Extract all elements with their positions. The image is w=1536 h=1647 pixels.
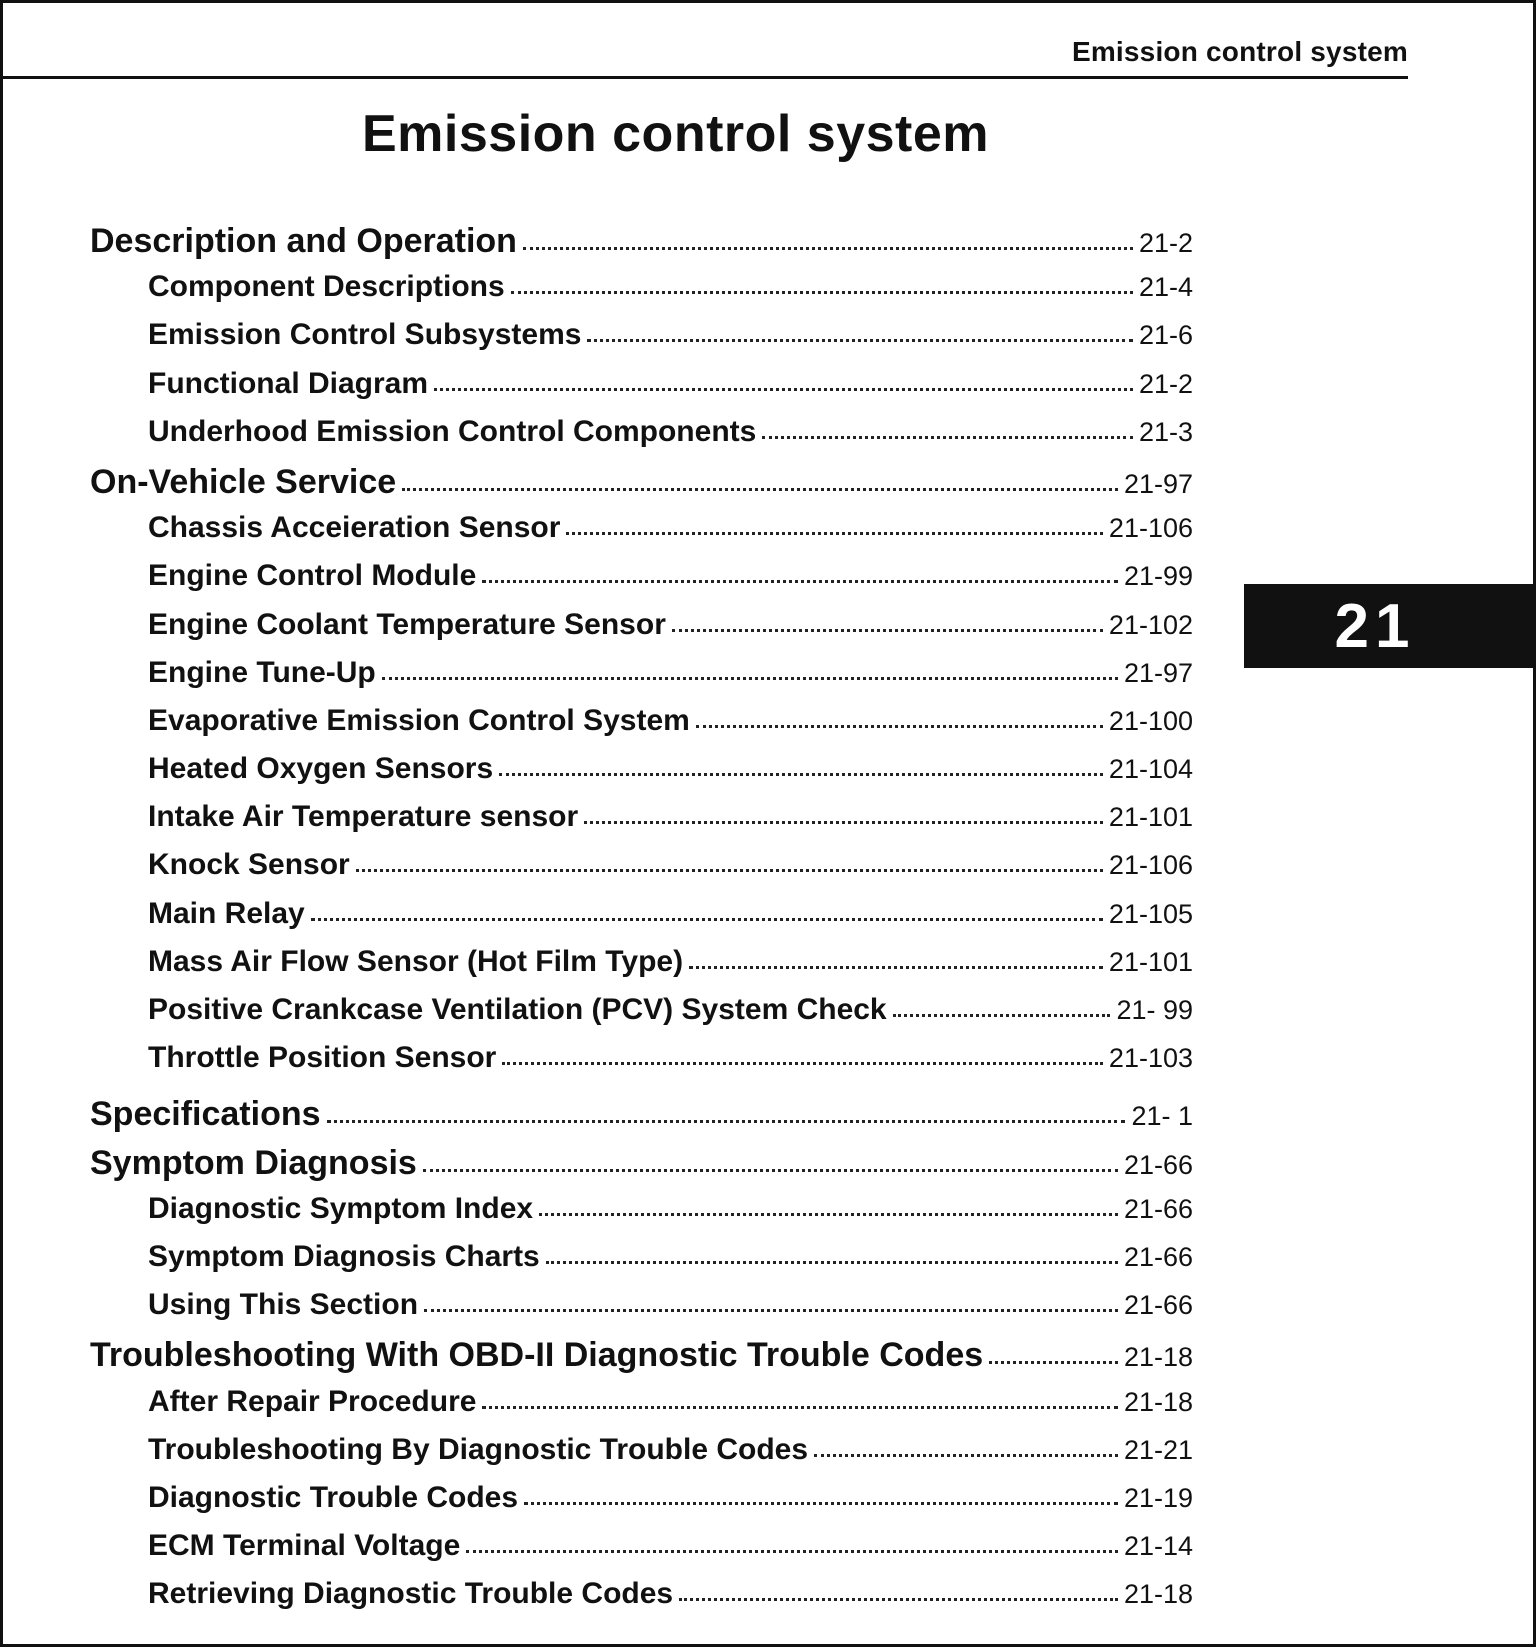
- toc-entry-page: 21-102: [1108, 609, 1193, 640]
- header-rule: [3, 76, 1408, 79]
- page-title: Emission control system: [362, 105, 990, 163]
- toc-entry[interactable]: [90, 318, 1193, 366]
- dot-leader: [482, 580, 1118, 583]
- toc-entry-title: On-Vehicle Service: [90, 462, 397, 501]
- dot-leader: [327, 1120, 1126, 1123]
- toc-entry[interactable]: [90, 1385, 1193, 1433]
- toc-entry-title: Engine Coolant Temperature Sensor: [148, 607, 666, 641]
- toc-entry[interactable]: [90, 367, 1193, 415]
- toc-entry[interactable]: [90, 848, 1193, 896]
- dot-leader: [356, 869, 1103, 872]
- toc-entry[interactable]: [90, 1433, 1193, 1481]
- toc-entry-title: Positive Crankcase Ventilation (PCV) System Check: [148, 993, 887, 1026]
- dot-leader: [466, 1550, 1118, 1553]
- dot-leader: [524, 1502, 1118, 1505]
- toc-entry-title: Underhood Emission Control Components: [148, 414, 757, 448]
- toc-entry-page: 21-3: [1138, 416, 1193, 447]
- toc-entry-page: 21-14: [1123, 1531, 1193, 1562]
- toc-entry-title: Heated Oxygen Sensors: [148, 752, 494, 786]
- toc-entry[interactable]: [90, 1577, 1193, 1625]
- dot-leader: [382, 677, 1118, 680]
- toc-entry-page: 21-2: [1138, 228, 1193, 258]
- toc-entry-title: Mass Air Flow Sensor (Hot Film Type): [148, 944, 684, 978]
- dot-leader: [402, 488, 1118, 491]
- toc-entry-page: 21-18: [1123, 1342, 1193, 1373]
- toc-entry-title: Symptom Diagnosis: [90, 1143, 417, 1182]
- toc-entry-page: 21-66: [1123, 1193, 1193, 1224]
- toc-entry-page: 21-97: [1123, 657, 1193, 688]
- toc-entry-page: 21-101: [1108, 946, 1193, 977]
- dot-leader: [511, 291, 1133, 294]
- dot-leader: [989, 1361, 1118, 1364]
- toc-entry-title: Chassis Acceieration Sensor: [148, 511, 561, 545]
- toc-entry[interactable]: [90, 559, 1193, 607]
- dot-leader: [523, 247, 1133, 250]
- toc-entry[interactable]: [90, 1529, 1193, 1577]
- running-header: Emission control system: [1071, 36, 1408, 67]
- toc-entry-page: 21-106: [1108, 513, 1193, 544]
- dot-leader: [814, 1454, 1118, 1457]
- dot-leader: [696, 725, 1103, 728]
- toc-entry-page: 21-2: [1138, 368, 1193, 399]
- toc-entry-title: Diagnostic Symptom Index: [148, 1191, 534, 1225]
- section-tab: [1244, 584, 1536, 668]
- toc-entry-title: ECM Terminal Voltage: [148, 1529, 461, 1563]
- section-tab-number: 21: [1334, 591, 1416, 661]
- dot-leader: [672, 629, 1103, 632]
- toc-entry-page: 21-97: [1123, 468, 1193, 499]
- dot-leader: [434, 388, 1133, 391]
- dot-leader: [482, 1406, 1118, 1409]
- toc-entry-page: 21-103: [1108, 1043, 1193, 1074]
- toc-entry[interactable]: [90, 1288, 1193, 1336]
- toc-entry-page: 21-104: [1108, 754, 1193, 785]
- toc-entry[interactable]: [90, 800, 1193, 848]
- toc-entry-page: 21-66: [1123, 1290, 1193, 1321]
- toc-entry[interactable]: [90, 752, 1193, 800]
- toc-entry-title: Description and Operation: [90, 222, 517, 260]
- toc-entry-page: 21-66: [1123, 1241, 1193, 1272]
- toc-entry-page: 21-106: [1108, 850, 1193, 881]
- toc-entry[interactable]: [90, 1192, 1193, 1240]
- toc-entry-title: Engine Tune-Up: [148, 655, 376, 689]
- toc-entry-page: 21-100: [1108, 705, 1193, 736]
- dot-leader: [539, 1213, 1118, 1216]
- toc-entry[interactable]: [90, 704, 1193, 752]
- toc-entry-title: Diagnostic Trouble Codes: [148, 1480, 519, 1514]
- toc-entry-title: Engine Control Module: [148, 559, 477, 593]
- toc-entry[interactable]: [90, 1041, 1193, 1089]
- toc-entry-page: 21-19: [1123, 1482, 1193, 1513]
- toc-entry-title: Intake Air Temperature sensor: [148, 800, 579, 834]
- toc-entry-page: 21-21: [1123, 1434, 1193, 1465]
- toc-entry-page: 21-105: [1108, 898, 1193, 929]
- toc-entry-page: 21-18: [1123, 1386, 1193, 1417]
- toc-entry-page: 21-4: [1138, 272, 1193, 303]
- toc-entry-title: Main Relay: [148, 896, 305, 930]
- toc-entry[interactable]: [90, 1240, 1193, 1288]
- toc-entry-title: Functional Diagram: [148, 366, 429, 400]
- toc-entry-title: Throttle Position Sensor: [148, 1041, 497, 1075]
- toc-entry[interactable]: [90, 1336, 1193, 1384]
- dot-leader: [689, 966, 1103, 969]
- dot-leader: [679, 1598, 1118, 1601]
- toc-entry[interactable]: [90, 1144, 1193, 1192]
- dot-leader: [499, 773, 1103, 776]
- toc-entry-page: 21- 1: [1131, 1101, 1193, 1132]
- toc-entry[interactable]: [90, 897, 1193, 945]
- toc-entry[interactable]: [90, 415, 1193, 463]
- toc-entry[interactable]: [90, 945, 1193, 993]
- toc-entry[interactable]: [90, 608, 1193, 656]
- toc-entry[interactable]: [90, 1481, 1193, 1529]
- toc-entry-title: Component Descriptions: [148, 270, 505, 304]
- dot-leader: [893, 1014, 1111, 1017]
- dot-leader: [584, 821, 1103, 824]
- toc-entry[interactable]: [90, 270, 1193, 318]
- toc-entry-page: 21- 99: [1116, 995, 1193, 1025]
- toc-entry-title: After Repair Procedure: [148, 1384, 477, 1418]
- dot-leader: [546, 1261, 1118, 1264]
- toc-entry[interactable]: [90, 993, 1193, 1041]
- dot-leader: [424, 1309, 1118, 1312]
- toc-entry[interactable]: [90, 656, 1193, 704]
- table-of-contents: [90, 222, 1193, 1625]
- toc-entry[interactable]: [90, 511, 1193, 559]
- toc-entry-page: 21-101: [1108, 802, 1193, 833]
- toc-entry[interactable]: [90, 222, 1193, 270]
- toc-entry-page: 21-6: [1138, 320, 1193, 351]
- toc-entry-title: Knock Sensor: [148, 848, 350, 882]
- toc-entry-title: Specifications: [90, 1095, 321, 1134]
- dot-leader: [566, 532, 1103, 535]
- toc-entry-page: 21-66: [1123, 1149, 1193, 1180]
- toc-entry-title: Troubleshooting With OBD-II Diagnostic Trouble Codes: [90, 1336, 984, 1375]
- dot-leader: [423, 1169, 1118, 1172]
- toc-entry-title: Emission Control Subsystems: [148, 318, 582, 352]
- toc-entry-title: Troubleshooting By Diagnostic Trouble Codes: [148, 1432, 809, 1466]
- toc-entry[interactable]: [90, 1095, 1193, 1143]
- toc-entry-title: Retrieving Diagnostic Trouble Codes: [148, 1577, 674, 1611]
- toc-entry-page: 21-18: [1123, 1579, 1193, 1610]
- toc-entry[interactable]: [90, 463, 1193, 511]
- toc-entry-title: Evaporative Emission Control System: [148, 703, 690, 737]
- dot-leader: [311, 918, 1103, 921]
- dot-leader: [502, 1062, 1103, 1065]
- dot-leader: [587, 339, 1133, 342]
- toc-entry-title: Symptom Diagnosis Charts: [148, 1239, 540, 1273]
- toc-entry-page: 21-99: [1123, 561, 1193, 592]
- toc-entry-title: Using This Section: [148, 1288, 419, 1322]
- dot-leader: [762, 436, 1133, 439]
